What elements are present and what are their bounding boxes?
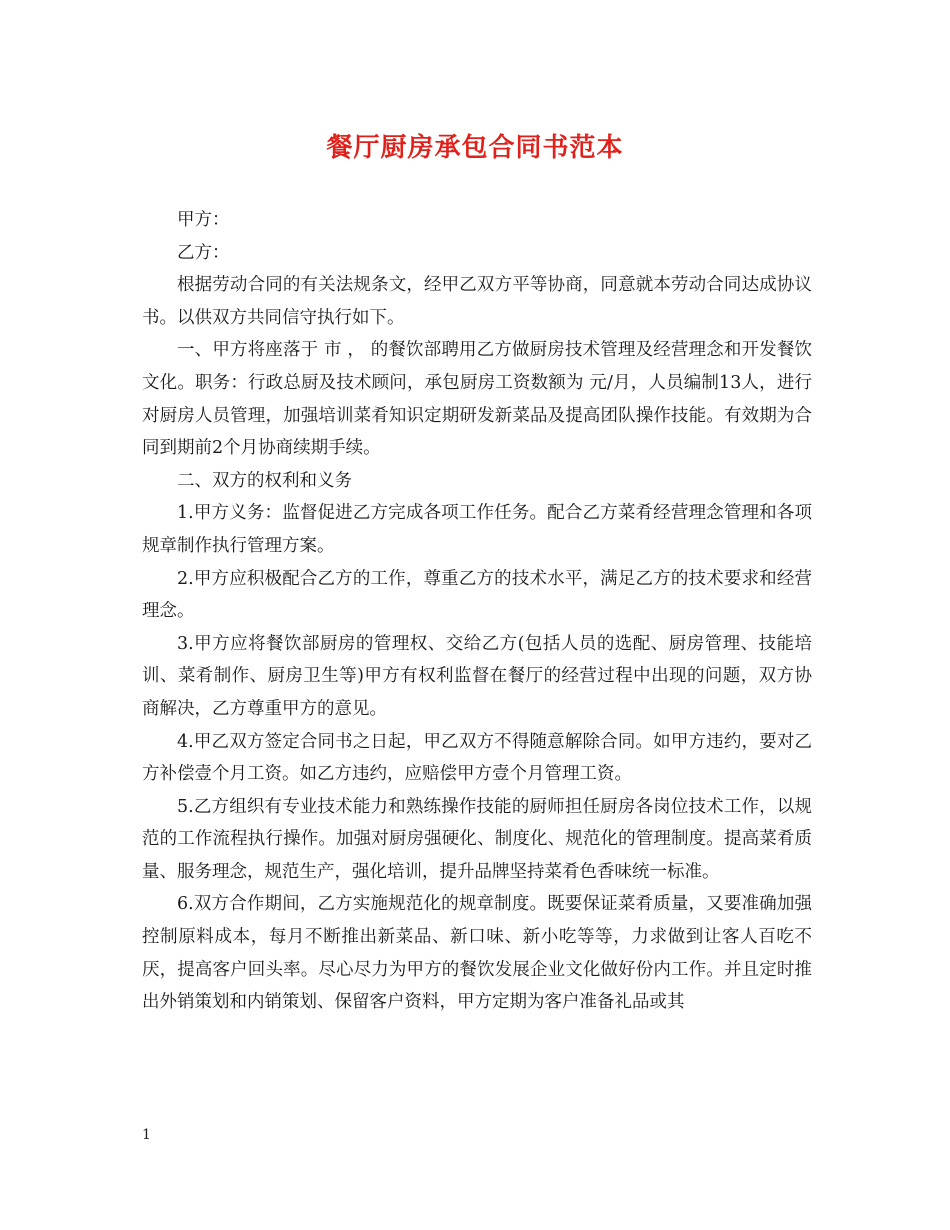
item-2-paragraph: 2.甲方应积极配合乙方的工作，尊重乙方的技术水平，满足乙方的技术要求和经营理念。 bbox=[142, 568, 812, 622]
party-b-line: 乙方： bbox=[177, 242, 230, 263]
item-6-paragraph: 6.双方合作期间，乙方实施规范化的规章制度。既要保证菜肴质量，又要准确加强控制原料成本，每月不断推出新菜品、新口味、新小吃等等，力求做到让客人百吃不厌，提高客户回头率。尽心尽力为甲方的餐饮发展企业文化做好份内工作。并且定时推出外销策划和内销策划、保留客户资料，甲方定期为客户准备礼品或其 bbox=[142, 894, 812, 1013]
item-5-paragraph: 5.乙方组织有专业技术能力和熟练操作技能的厨师担任厨房各岗位技术工作，以规范的工作流程执行操作。加强对厨房强硬化、制度化、规范化的管理制度。提高菜肴质量、服务理念，规范生产，强化培训，提升品牌坚持菜肴色香味统一标准。 bbox=[142, 796, 812, 882]
party-a-line: 甲方： bbox=[177, 210, 230, 230]
document-title: 餐厅厨房承包合同书范本 bbox=[326, 133, 624, 163]
item-4-paragraph: 4.甲乙双方签定合同书之日起，甲乙双方不得随意解除合同。如甲方违约，要对乙方补偿壹个月工资。如乙方违约，应赔偿甲方壹个月管理工资。 bbox=[142, 731, 812, 785]
item-1-paragraph: 1.甲方义务：监督促进乙方完成各项工作任务。配合乙方菜肴经营理念管理和各项规章制作执行管理方案。 bbox=[142, 503, 812, 556]
clause-1-paragraph: 一、甲方将座落于 市 ， 的餐饮部聘用乙方做厨房技术管理及经营理念和开发餐饮文化。职务：行政总厨及技术顾问，承包厨房工资数额为 元/月，人员编制13人，进行对厨房人员管理，加强培训菜肴知识定期研发新菜品及提高团队操作技能。有效期为合同到期前2个月协商续期手续。 bbox=[142, 340, 812, 459]
section-2-heading: 二、双方的权利和义务 bbox=[177, 470, 352, 491]
page-number: 1 bbox=[142, 1127, 151, 1143]
document-body bbox=[142, 204, 812, 1019]
item-3-paragraph: 3.甲方应将餐饮部厨房的管理权、交给乙方(包括人员的选配、厨房管理、技能培训、菜肴制作、厨房卫生等)甲方有权利监督在餐厅的经营过程中出现的问题，双方协商解决，乙方尊重甲方的意见。 bbox=[142, 633, 812, 719]
preamble-paragraph: 根据劳动合同的有关法规条文，经甲乙双方平等协商，同意就本劳动合同达成协议书。以供双方共同信守执行如下。 bbox=[142, 275, 812, 328]
